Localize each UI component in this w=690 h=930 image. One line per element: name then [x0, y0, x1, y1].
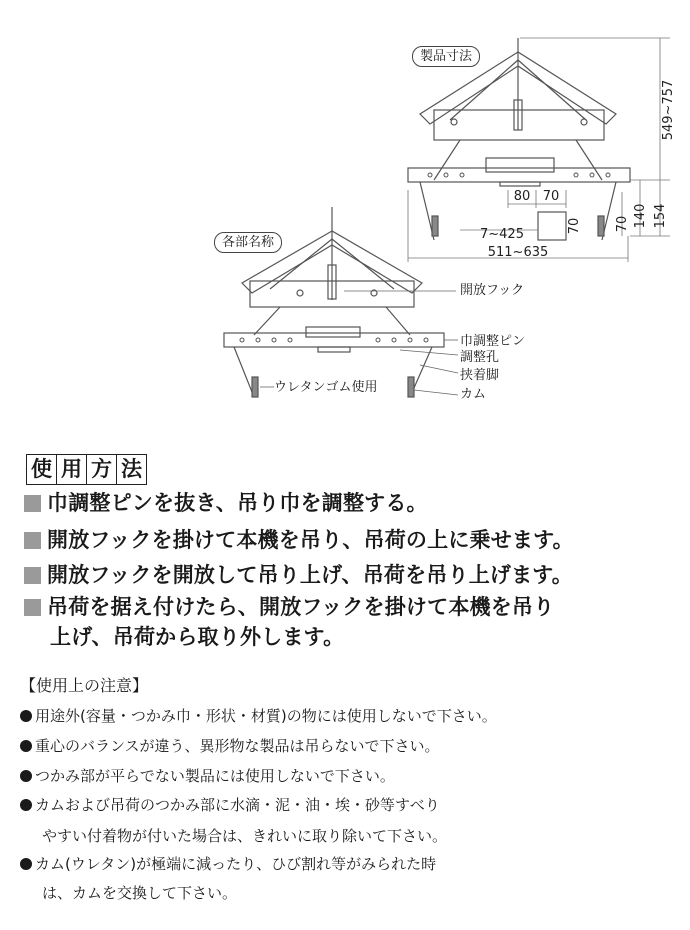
part-width-pin: 巾調整ピン: [460, 334, 526, 349]
part-clamp-leg: 挟着脚: [460, 368, 500, 383]
dim-80: 80: [513, 189, 531, 204]
usage-title: [26, 454, 146, 485]
bullet-dot-icon: [20, 799, 32, 811]
usage-step-3: 開放フックを開放して吊り上げ、吊荷を吊り上げます。: [24, 561, 573, 589]
bullet-dot-icon: [20, 740, 32, 752]
usage-step-1: 巾調整ピンを抜き、吊り巾を調整する。: [24, 489, 428, 517]
usage-step-2: 開放フックを掛けて本機を吊り、吊荷の上に乗せます。: [24, 526, 574, 554]
dim-70-right: 70: [615, 215, 630, 233]
usage-title-char: 方: [86, 454, 117, 485]
dim-range-outer: 511~635: [487, 245, 549, 260]
usage-title-char: 使: [26, 454, 57, 485]
part-urethane: ウレタンゴム使用: [274, 380, 378, 395]
dim-height-total: 549~757: [661, 79, 676, 141]
dim-70-side: 70: [567, 217, 582, 235]
notes-title: 【使用上の注意】: [20, 676, 149, 695]
note-item-5-cont: は、カムを交換して下さい。: [42, 884, 238, 902]
part-names-label: 各部名称: [214, 232, 282, 253]
usage-step-4-cont: 上げ、吊荷から取り外します。: [50, 625, 345, 649]
usage-step-4: 吊荷を据え付けたら、開放フックを掛けて本機を吊り: [24, 593, 554, 621]
note-item-3: つかみ部が平らでない製品には使用しないで下さい。: [20, 766, 395, 786]
dim-range-inner: 7~425: [480, 227, 524, 242]
bullet-dot-icon: [20, 858, 32, 870]
product-dimensions-label: 製品寸法: [412, 46, 480, 67]
usage-title-char: 用: [56, 454, 87, 485]
note-item-5: カム(ウレタン)が極端に減ったり、ひび割れ等がみられた時: [20, 854, 436, 874]
note-item-4-cont: やすい付着物が付いた場合は、きれいに取り除いて下さい。: [42, 827, 448, 845]
dim-154: 154: [653, 203, 668, 229]
dim-70-top: 70: [542, 189, 560, 204]
bullet-square-icon: [24, 495, 41, 512]
bullet-square-icon: [24, 599, 41, 616]
part-release-hook: 開放フック: [460, 283, 525, 298]
note-item-4: カムおよび吊荷のつかみ部に水滴・泥・油・埃・砂等すべり: [20, 795, 440, 815]
note-item-2: 重心のバランスが違う、異形物な製品は吊らないで下さい。: [20, 736, 440, 756]
usage-title-char: 法: [116, 454, 147, 485]
dim-140: 140: [633, 203, 648, 229]
bullet-square-icon: [24, 532, 41, 549]
part-adjust-hole: 調整孔: [460, 350, 500, 365]
note-item-1: 用途外(容量・つかみ巾・形状・材質)の物には使用しないで下さい。: [20, 706, 497, 726]
bullet-dot-icon: [20, 770, 32, 782]
bullet-square-icon: [24, 567, 41, 584]
bullet-dot-icon: [20, 710, 32, 722]
part-cam: カム: [460, 387, 487, 402]
